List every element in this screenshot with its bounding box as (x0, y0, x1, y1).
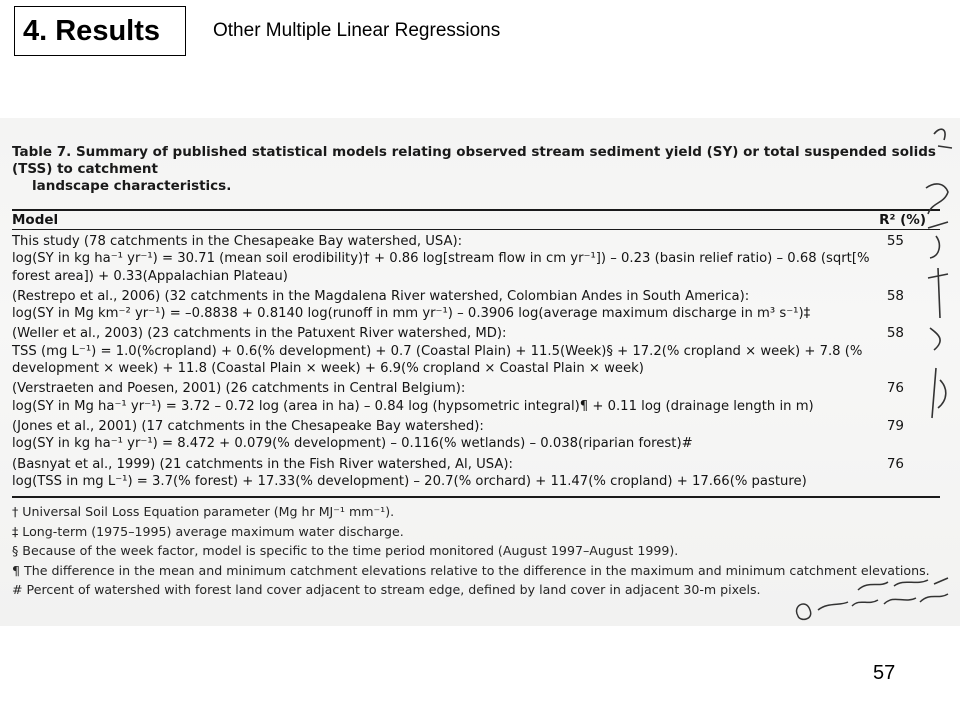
section-title: 4. Results (14, 6, 186, 56)
model-source: (Weller et al., 2003) (23 catchments in the Patuxent River watershed, MD): (12, 326, 507, 342)
table-row (12, 456, 952, 491)
table-header-row (12, 211, 952, 229)
r2-value: 55 (886, 233, 904, 249)
handwriting-note-bottom (788, 576, 958, 626)
handwriting-scribble (918, 118, 960, 626)
footnote: ¶ The difference in the mean and minimum catchment elevations relative to the difference in the maximum and minimum catchment elevations. (12, 562, 930, 578)
slide-subtitle: Other Multiple Linear Regressions (213, 20, 501, 41)
footnote: § Because of the week factor, model is specific to the time period monitored (August 1997–August 1999). (12, 543, 679, 559)
table-header-rule (12, 229, 940, 230)
model-equation-line: log(SY in Mg ha⁻¹ yr⁻¹) = 3.72 – 0.72 log (area in ha) – 0.84 log (hypsometric integral)¶ + 0.11 log (drainage length in m) (12, 398, 814, 414)
table-body (12, 233, 952, 490)
page-number: 57 (873, 662, 896, 684)
model-equation-line: TSS (mg L⁻¹) = 1.0(%cropland) + 0.6(% development) + 0.7 (Coastal Plain) + 11.5(Week)§ + 17.2(% cropland × week) + 7.8 (% (12, 343, 863, 359)
model-source: This study (78 catchments in the Chesapeake Bay watershed, USA): (12, 234, 463, 249)
scanned-table-image (0, 118, 960, 626)
r2-value: 79 (886, 417, 904, 434)
r2-value: 76 (886, 455, 904, 472)
r2-value: 58 (886, 325, 904, 342)
model-source: (Restrepo et al., 2006) (32 catchments in the Magdalena River watershed, Colombian Andes in South America): (12, 288, 750, 304)
table-row (12, 288, 952, 323)
table-row (12, 418, 952, 453)
r2-value: 76 (886, 380, 904, 397)
table-row (12, 325, 952, 377)
footnote: ‡ Long-term (1975–1995) average maximum water discharge. (12, 523, 404, 539)
table-container (12, 144, 952, 600)
table-caption-line2: landscape characteristics. (32, 178, 232, 194)
table-caption (12, 144, 952, 195)
model-equation-line: log(SY in kg ha⁻¹ yr⁻¹) = 8.472 + 0.079(% development) – 0.116(% wetlands) – 0.038(riparian forest)# (12, 436, 693, 452)
column-header-r2: R² (%) (879, 212, 926, 228)
model-equation-line: log(TSS in mg L⁻¹) = 3.7(% forest) + 17.33(% development) – 20.7(% orchard) + 11.47(% cropland) + 17.66(% pasture) (12, 473, 807, 489)
model-source: (Verstraeten and Poesen, 2001) (26 catchments in Central Belgium): (12, 381, 466, 397)
model-equation-line: log(SY in Mg km⁻² yr⁻¹) = –0.8838 + 0.8140 log(runoff in mm yr⁻¹) – 0.3906 log(average maximum discharge in m³ s⁻¹)‡ (12, 306, 811, 322)
table-row (12, 380, 952, 415)
model-source: (Jones et al., 2001) (17 catchments in the Chesapeake Bay watershed): (12, 418, 484, 434)
model-equation-line: forest area]) + 0.33(Appalachian Plateau) (12, 268, 288, 284)
model-equation-line: development × week) + 11.8 (Coastal Plain × week) + 6.9(% cropland × Coastal Plain × week) (12, 361, 644, 377)
table-bottom-rule (12, 496, 940, 498)
column-header-model: Model (12, 212, 59, 228)
footnote: † Universal Soil Loss Equation parameter (Mg hr MJ⁻¹ mm⁻¹). (12, 504, 395, 520)
footnote: # Percent of watershed with forest land cover adjacent to stream edge, defined by land cover in adjacent 30-m pixels. (12, 582, 761, 598)
table-row (12, 233, 952, 285)
model-equation-line: log(SY in kg ha⁻¹ yr⁻¹) = 30.71 (mean soil erodibility)† + 0.86 log[stream flow in cm yr⁻¹]) – 0.23 (basin relief ratio) – 0.68 (sqrt[% (12, 251, 870, 267)
table-caption-line1: Table 7. Summary of published statistical models relating observed stream sediment yield (SY) or total suspended solids (TSS) to catchment (12, 144, 936, 177)
model-source: (Basnyat et al., 1999) (21 catchments in the Fish River watershed, Al, USA): (12, 456, 513, 472)
r2-value: 58 (886, 287, 904, 304)
